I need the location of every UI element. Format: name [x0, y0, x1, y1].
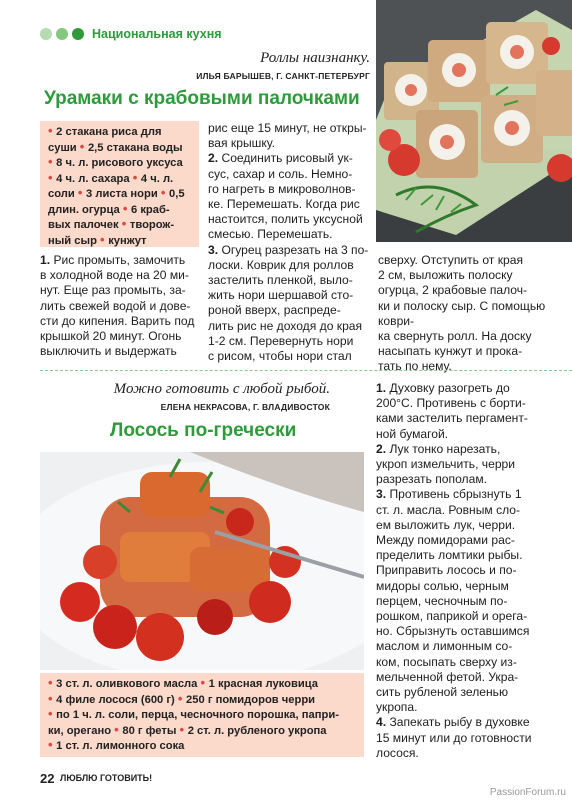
recipe1-column-3	[378, 253, 568, 375]
ingredient-line: суши • 2,5 стакана воды	[48, 138, 183, 154]
ingredients-box	[40, 121, 199, 247]
text-line: 15 минут или до готовности	[376, 730, 532, 745]
step-number: 4.	[376, 715, 387, 730]
salmon-photo	[40, 452, 364, 670]
text-line: ками застелить пергамент-	[376, 411, 528, 426]
ingredient-line: • 2 стакана риса для	[48, 123, 162, 138]
text-line: лосося.	[376, 745, 419, 760]
ingredient-line: соли • 3 листа нори • 0,5	[48, 185, 185, 200]
text-line: рис еще 15 минут, не откры-	[208, 121, 367, 135]
section-dot	[40, 28, 52, 40]
text-line: огурца, 2 крабовые палоч-	[378, 283, 528, 298]
step-number: 1.	[376, 381, 387, 395]
text-line: Между помидорами рас-	[376, 533, 515, 548]
step-number: 2.	[376, 441, 387, 456]
text-line: ке. Перемешать. Когда рис	[208, 197, 360, 212]
text-line: тать по нему.	[378, 359, 452, 374]
text-line: 2. Соединить рисовый ук-	[208, 151, 353, 166]
recipe1-column-1	[40, 253, 202, 359]
text-line: укроп измельчить, черри	[376, 457, 516, 472]
text-line: мидоры солью, черным	[376, 578, 509, 593]
text-line: в холодной воде на 20 ми-	[40, 268, 189, 283]
text-line: 1. Духовку разогреть до	[376, 381, 510, 395]
step-number: 1.	[40, 253, 51, 267]
text-line: го нагреть в микроволнов-	[208, 181, 356, 196]
text-line: насыпать кунжут и прока-	[378, 344, 523, 359]
text-line: ком, посыпать сверху из-	[376, 654, 517, 669]
watermark: PassionForum.ru	[489, 787, 566, 798]
recipe-title: Урамаки с крабовыми палочками	[44, 88, 360, 109]
step-number: 3.	[376, 487, 387, 502]
text-line: разрезать пополам.	[376, 472, 487, 487]
recipe-author: ИЛЬЯ БАРЫШЕВ, Г. САНКТ-ПЕТЕРБУРГ	[196, 71, 370, 81]
section-dot	[56, 28, 68, 40]
section-label: Национальная кухня	[92, 27, 222, 41]
text-line: жить нори шершавой сто-	[208, 288, 354, 303]
text-line: Приправить лосось и по-	[376, 563, 517, 578]
text-line: лоски. Коврик для роллов	[208, 257, 354, 272]
text-line: настоится, полить уксусной	[208, 212, 363, 227]
text-line: роной вверх, распреде-	[208, 303, 341, 318]
text-line: мельченной фетой. Укра-	[376, 669, 519, 684]
text-line: перцем, чесночным по-	[376, 593, 508, 608]
text-line: сти до кипения. Варить под	[40, 313, 195, 328]
text-line: лить рис не доходя до края	[208, 318, 363, 333]
step-number: 3.	[208, 242, 219, 257]
text-line: ка свернуть ролл. На доску	[378, 329, 532, 344]
recipe1-column-2	[208, 121, 374, 364]
ingredient-line: ки, орегано • 80 г феты • 2 ст. л. рубленого укропа	[48, 721, 327, 737]
text-line: сить рубленой зеленью	[376, 685, 509, 700]
text-line: сус, сахар и соль. Немно-	[208, 166, 353, 181]
recipe2-steps	[376, 381, 566, 761]
text-line: 3. Огурец разрезать на 3 по-	[208, 242, 369, 257]
text-line: пределить ломтики рыбы.	[376, 548, 523, 563]
rolls-photo	[376, 0, 572, 242]
text-line: с рисом, чтобы нори стал	[208, 349, 352, 364]
page-number: 22	[40, 771, 55, 786]
ingredient-line: • по 1 ч. л. соли, перца, чесночного порошка, папри-	[48, 706, 339, 721]
text-line: лить свежей водой и дове-	[40, 298, 191, 313]
text-line: сверху. Отступить от края	[378, 253, 523, 267]
step-number: 2.	[208, 151, 219, 166]
section-divider	[40, 370, 572, 371]
text-line: 3. Противень сбрызнуть 1	[376, 487, 522, 502]
text-line: вая крышку.	[208, 136, 275, 151]
ingredient-line: вых палочек • творож-	[48, 216, 175, 231]
ingredient-line: • 4 филе лосося (600 г) • 250 г помидоров черри	[48, 690, 316, 706]
text-line: ки и полоску сыр. С помощью коври-	[378, 298, 546, 328]
text-line: застелить пленкой, выло-	[208, 273, 353, 288]
text-line: выключить и выдержать	[40, 344, 177, 359]
section-dots	[40, 28, 84, 40]
section-dot	[72, 28, 84, 40]
recipe-title: Лосось по-гречески	[110, 420, 297, 441]
ingredient-line: • 3 ст. л. оливкового масла • 1 красная луковица	[48, 675, 318, 690]
text-line: крышкой 20 минут. Огонь	[40, 329, 182, 344]
ingredients-box	[40, 673, 364, 757]
text-line: но. Сбрызнуть оставшимся	[376, 624, 530, 639]
text-line: ем выложить лук, черри.	[376, 517, 516, 532]
recipe-subtitle: Роллы наизнанку.	[260, 50, 370, 66]
recipe-subtitle: Можно готовить с любой рыбой.	[113, 381, 330, 397]
ingredient-line: длин. огурца • 6 краб-	[48, 200, 170, 216]
text-line: рошком, паприкой и орега-	[376, 609, 528, 624]
ingredient-line: ный сыр • кунжут	[48, 231, 147, 247]
text-line: ной бумагой.	[376, 426, 449, 441]
text-line: нут. Еще раз промыть, за-	[40, 283, 186, 298]
ingredient-line: • 4 ч. л. сахара • 4 ч. л.	[48, 169, 174, 185]
text-line: 1. Рис промыть, замочить	[40, 253, 186, 267]
text-line: маслом и лимонным со-	[376, 639, 513, 654]
ingredient-line: • 8 ч. л. рисового уксуса	[48, 154, 183, 169]
text-line: 1-2 см. Перевернуть нори	[208, 333, 354, 348]
text-line: 2 см, выложить полоску	[378, 268, 513, 283]
ingredient-line: • 1 ст. л. лимонного сока	[48, 737, 185, 752]
text-line: укропа.	[376, 700, 418, 715]
magazine-title: ЛЮБЛЮ ГОТОВИТЬ!	[60, 773, 153, 783]
text-line: 200°С. Противень с борти-	[376, 396, 526, 411]
text-line: смесью. Перемешать.	[208, 227, 333, 242]
text-line: ст. л. масла. Ровным сло-	[376, 502, 521, 517]
text-line: 4. Запекать рыбу в духовке	[376, 715, 530, 730]
text-line: 2. Лук тонко нарезать,	[376, 441, 501, 456]
recipe-author: ЕЛЕНА НЕКРАСОВА, Г. ВЛАДИВОСТОК	[160, 402, 330, 412]
